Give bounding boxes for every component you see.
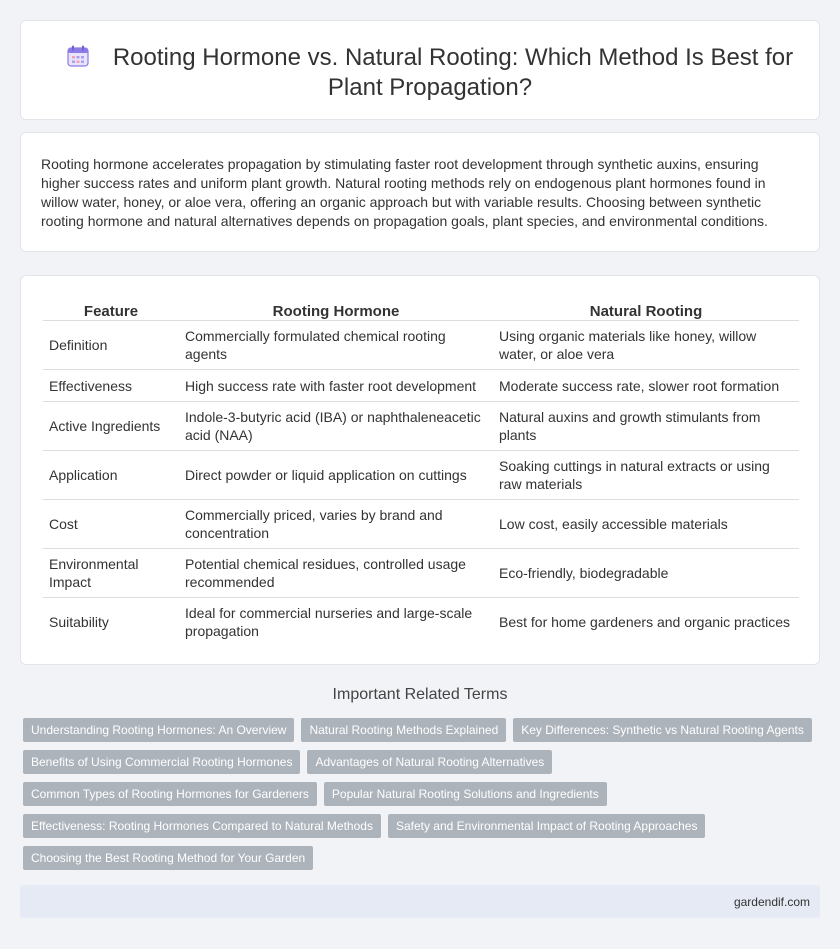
tag-row xyxy=(23,750,823,774)
table-cell: Indole-3-butyric acid (IBA) or naphthaleneacetic acid (NAA) xyxy=(179,401,493,450)
tag-row xyxy=(23,846,823,870)
related-tag[interactable]: Choosing the Best Rooting Method for Your Garden xyxy=(23,846,313,870)
table-row xyxy=(43,369,799,401)
table-cell: Moderate success rate, slower root formation xyxy=(493,369,799,401)
table-cell: Eco-friendly, biodegradable xyxy=(493,548,799,597)
header-card xyxy=(20,20,820,120)
related-tag[interactable]: Key Differences: Synthetic vs Natural Rooting Agents xyxy=(513,718,812,742)
title-wrap xyxy=(61,43,799,103)
related-tag[interactable]: Understanding Rooting Hormones: An Overview xyxy=(23,718,294,742)
table-cell: Environmental Impact xyxy=(43,548,179,597)
table-cell: Best for home gardeners and organic practices xyxy=(493,597,799,646)
comparison-card xyxy=(20,275,820,665)
tag-row xyxy=(23,782,823,806)
table-cell: Suitability xyxy=(43,597,179,646)
related-tag[interactable]: Safety and Environmental Impact of Rooting Approaches xyxy=(388,814,706,838)
related-tag[interactable]: Benefits of Using Commercial Rooting Hormones xyxy=(23,750,300,774)
table-cell: Ideal for commercial nurseries and large-scale propagation xyxy=(179,597,493,646)
intro-card xyxy=(20,132,820,252)
table-row xyxy=(43,548,799,597)
table-header-feature: Feature xyxy=(83,303,139,320)
calendar-icon xyxy=(67,45,89,67)
intro-paragraph: Rooting hormone accelerates propagation by stimulating faster root development through synthetic auxins, ensuring higher success rates and uniform plant growth. Natural rooting methods rely on endogenous plant hormones found in willow water, honey, or aloe vera, offering an organic approach but with variable results. Choosing between synthetic rooting hormone and natural alternatives depends on propagation goals, plant species, and environmental conditions. xyxy=(41,156,768,229)
related-tag[interactable]: Effectiveness: Rooting Hormones Compared to Natural Methods xyxy=(23,814,381,838)
related-tag[interactable]: Popular Natural Rooting Solutions and Ingredients xyxy=(324,782,607,806)
related-terms-title: Important Related Terms xyxy=(332,686,508,703)
tag-row xyxy=(23,814,823,838)
related-tags xyxy=(23,718,823,878)
table-row xyxy=(43,597,799,646)
table-row xyxy=(43,401,799,450)
tag-row xyxy=(23,718,823,742)
table-header-rooting-hormone: Rooting Hormone xyxy=(272,303,400,320)
table-cell: Natural auxins and growth stimulants from plants xyxy=(493,401,799,450)
table-cell: Commercially priced, varies by brand and concentration xyxy=(179,499,493,548)
table-row xyxy=(43,320,799,369)
table-cell: Commercially formulated chemical rooting agents xyxy=(179,320,493,369)
table-cell: Soaking cuttings in natural extracts or using raw materials xyxy=(493,450,799,499)
related-tag[interactable]: Advantages of Natural Rooting Alternatives xyxy=(307,750,552,774)
page-title xyxy=(61,43,799,103)
footer-site-link[interactable]: gardendif.com xyxy=(733,895,810,909)
related-tag[interactable]: Common Types of Rooting Hormones for Gardeners xyxy=(23,782,317,806)
table-row xyxy=(43,450,799,499)
table-header-natural-rooting: Natural Rooting xyxy=(589,303,703,320)
related-tag[interactable]: Natural Rooting Methods Explained xyxy=(301,718,506,742)
title-text: Rooting Hormone vs. Natural Rooting: Which Method Is Best for Plant Propagation? xyxy=(112,44,794,101)
table-cell: Cost xyxy=(43,499,179,548)
table-cell: Low cost, easily accessible materials xyxy=(493,499,799,548)
table-cell: Effectiveness xyxy=(43,369,179,401)
table-cell: Potential chemical residues, controlled usage recommended xyxy=(179,548,493,597)
table-cell: Direct powder or liquid application on cuttings xyxy=(179,450,493,499)
table-cell: High success rate with faster root development xyxy=(179,369,493,401)
table-cell: Using organic materials like honey, willow water, or aloe vera xyxy=(493,320,799,369)
table-cell: Application xyxy=(43,450,179,499)
table-row xyxy=(43,499,799,548)
comparison-table xyxy=(43,296,799,646)
table-cell: Active Ingredients xyxy=(43,401,179,450)
table-cell: Definition xyxy=(43,320,179,369)
footer xyxy=(20,885,820,918)
